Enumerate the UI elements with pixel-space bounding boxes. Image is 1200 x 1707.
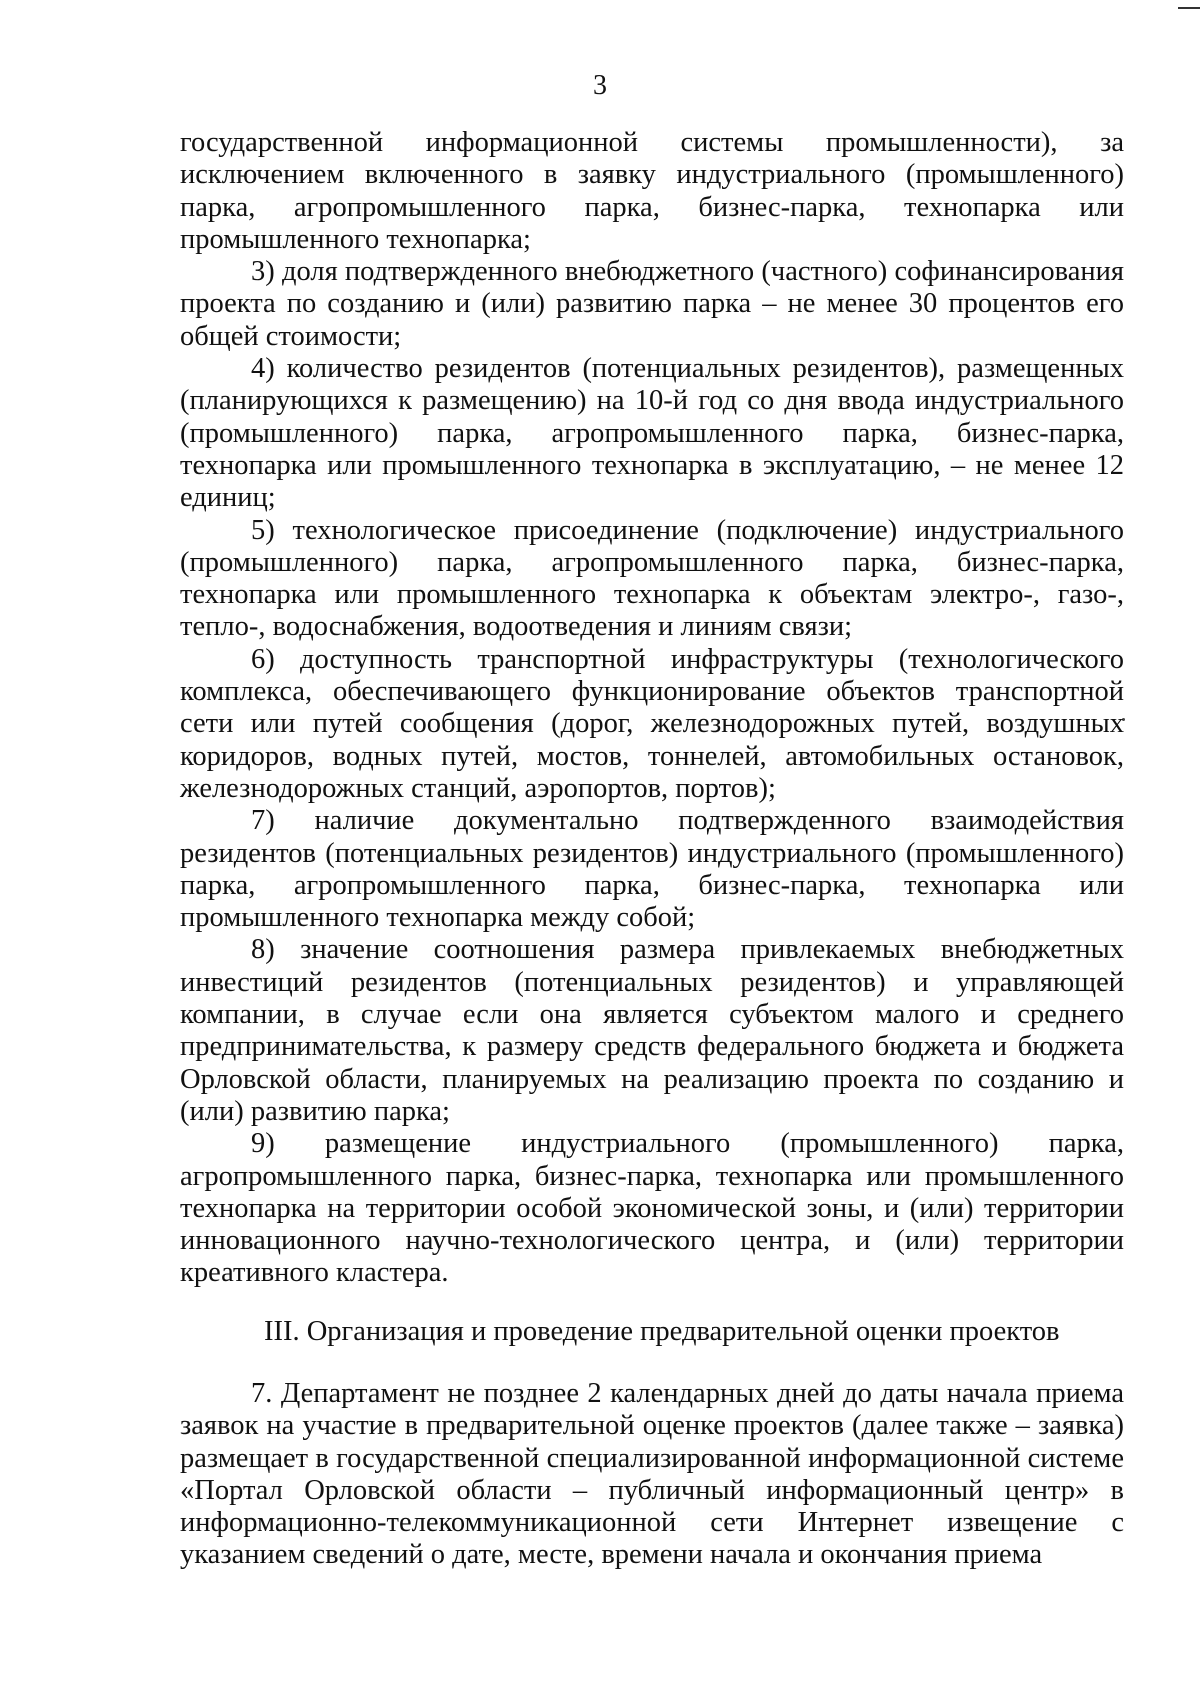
page-number: 3 (593, 70, 607, 101)
paragraph-item-8: 8) значение соотношения размера привлекаемых внебюджетных инвестиций резидентов (потенциальных резидентов) и управляющей компании, в случае если она является субъектом малого и среднего предпринимательства, к размеру средств федерального бюджета и бюджета Орловской области, планируемых на реализацию проекта по созданию и (или) развитию парка; (180, 934, 1124, 1127)
section-heading: III. Организация и проведение предварительной оценки проектов (264, 1315, 1060, 1347)
scan-edge-mark (1178, 7, 1200, 9)
paragraph-item-4: 4) количество резидентов (потенциальных резидентов), размещенных (планирующихся к размещению) на 10-й год со дня ввода индустриального (промышленного) парка, агропромышленного парка, бизнес-парка, технопарка или промышленного технопарка в эксплуатацию, – не менее 12 единиц; (180, 353, 1124, 514)
paragraph-clause-7: 7. Департамент не позднее 2 календарных дней до даты начала приема заявок на участие в предварительной оценке проектов (далее также – заявка) размещает в государственной специализированной информационной системе «Портал Орловской области – публичный информационный центр» в информационно-телекоммуникационной сети Интернет извещение с указанием сведений о дате, месте, времени начала и окончания приема (180, 1377, 1124, 1571)
paragraph-item-9: 9) размещение индустриального (промышленного) парка, агропромышленного парка, бизнес-парка, технопарка или промышленного технопарка на территории особой экономической зоны, и (или) территории инновационного научно-технологического центра, и (или) территории креативного кластера. (180, 1128, 1124, 1289)
paragraph-item-3: 3) доля подтвержденного внебюджетного (частного) софинансирования проекта по созданию и (или) развитию парка – не менее 30 процентов его общей стоимости; (180, 256, 1124, 352)
document-body (180, 127, 1124, 1572)
paragraph-item-7: 7) наличие документально подтвержденного взаимодействия резидентов (потенциальных резидентов) индустриального (промышленного) парка, агропромышленного парка, бизнес-парка, технопарка или промышленного технопарка между собой; (180, 805, 1124, 934)
paragraph-item-6: 6) доступность транспортной инфраструктуры (технологического комплекса, обеспечивающего функционирование объектов транспортной сети или путей сообщения (дорог, железнодорожных путей, воздушных коридоров, водных путей, мостов, тоннелей, автомобильных остановок, железнодорожных станций, аэропортов, портов); (180, 643, 1124, 804)
paragraph-continuation: государственной информационной системы промышленности), за исключением включенного в заявку индустриального (промышленного) парка, агропромышленного парка, бизнес-парка, технопарка или промышленного технопарка; (180, 127, 1124, 255)
paragraph-item-5: 5) технологическое присоединение (подключение) индустриального (промышленного) парка, агропромышленного парка, бизнес-парка, технопарка или промышленного технопарка к объектам электро-, газо-, тепло-, водоснабжения, водоотведения и линиям связи; (180, 514, 1124, 643)
